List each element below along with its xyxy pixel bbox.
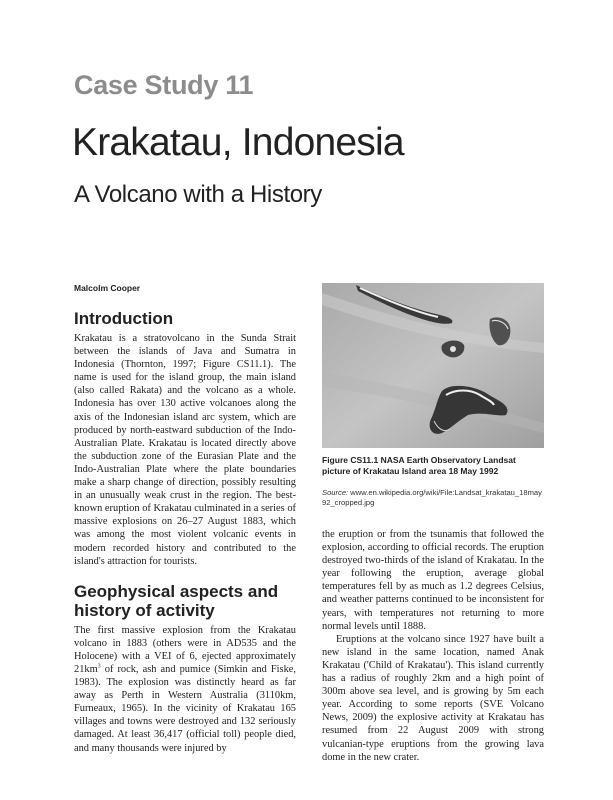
- page-title: Krakatau, Indonesia: [72, 121, 404, 164]
- introduction-heading: Introduction: [74, 309, 174, 328]
- geophysical-paragraph-1: The first massive explosion from the Krakatau volcano in 1883 (others were in AD535 and the Holocene) with a VEI of 6, ejected approximately $21km^3$ of rock, ash and pumice (Simkin and Fiske, 1983). The explosion was distinctly heard as far away as Perth in Western Australia (3110km, Furneaux, 1965). In the vicinity of Krakatau 165 villages and towns were destroyed and 132 seriously damaged. At least 36,417 (official toll) people died, and many thousands were injured by: [74, 624, 296, 754]
- geophysical-paragraph-2: Eruptions at the volcano since 1927 have built a new island in the same location, named Anak Krakatau ('Child of Krakatau'). This island currently has a radius of roughly 2km and a high point of 300m above sea level, and is growing by 5m each year. According to some reports (SVE Volcano News, 2009) the explosive activity at Krakatau has resumed from 22 August 2009 with strong vulcanian-type eruptions from the growing lava dome in the new crater.: [322, 633, 544, 763]
- figure-caption: Figure CS11.1 NASA Earth Observatory Landsat picture of Krakatau Island area 18 May 1992: [322, 455, 516, 476]
- author-name: Malcolm Cooper: [74, 283, 141, 293]
- page-subtitle: A Volcano with a History: [74, 181, 322, 208]
- right-column: [322, 528, 544, 764]
- left-column: [74, 309, 296, 755]
- introduction-paragraph: Krakatau is a stratovolcano in the Sunda Strait between the islands of Java and Sumatra in Indonesia (Thornton, 1997; Figure CS11.1). The name is used for the island group, the main island (also called Rakata) and the volcano as a whole. Indonesia has over 130 active volcanoes along the axis of the Indonesian island arc system, which are produced by north-eastward subduction of the Indo-Australian Plate. Krakatau is located directly above the subduction zone of the Eurasian Plate and the Indo-Australian Plate where the plate boundaries make a sharp change of direction, possibly resulting in an unusually weak crust in the region. The best-known eruption of Krakatau culminated in a series of massive explosions on 26–27 August 1883, which was among the most violent volcanic events in modern recorded history and contributed to the island's attraction for tourists.: [74, 333, 296, 567]
- figure-source: Source: www.en.wikipedia.org/wiki/File:Landsat_krakatau_18may92_cropped.jpg: [322, 488, 542, 507]
- geophysical-paragraph-1-continued: the eruption or from the tsunamis that followed the explosion, according to official records. The eruption destroyed two-thirds of the island of Krakatau. In the year following the eruption, average global temperatures fell by as much as 1.2 degrees Celsius, and weather patterns continued to be inconsistent for years, with temperatures not returning to more normal levels until 1888.: [322, 529, 544, 632]
- case-study-label: Case Study 11: [74, 70, 254, 100]
- krakatau-satellite-photo: [322, 283, 544, 448]
- geophysical-heading: Geophysical aspects and history of activity: [74, 581, 279, 620]
